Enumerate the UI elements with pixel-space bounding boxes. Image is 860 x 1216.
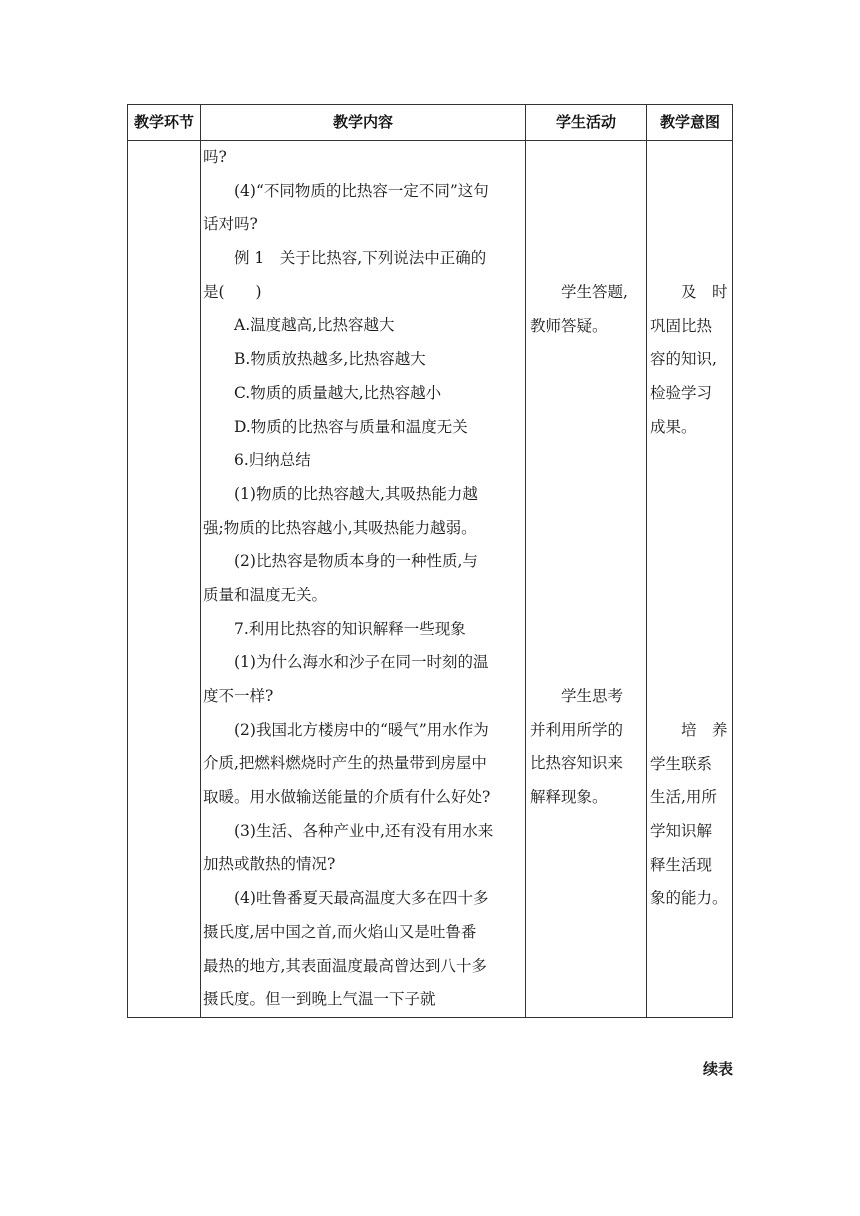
content-line: 最热的地方,其表面温度最高曾达到八十多 bbox=[203, 956, 487, 975]
lesson-plan-table bbox=[127, 104, 733, 1018]
content-line: 7.利用比热容的知识解释一些现象 bbox=[234, 619, 466, 638]
intent-line: 容的知识, bbox=[650, 350, 717, 369]
column-divider bbox=[200, 105, 201, 1017]
column-divider bbox=[525, 105, 526, 1017]
content-line: 质量和温度无关。 bbox=[203, 585, 328, 604]
content-line: (3)生活、各种产业中,还有没有用水来 bbox=[234, 821, 494, 840]
student-activity-cell bbox=[530, 276, 646, 343]
content-line: (2)我国北方楼房中的“暖气”用水作为 bbox=[234, 720, 489, 739]
activity-line: 并利用所学的 bbox=[530, 720, 624, 739]
intent-line: 释生活现 bbox=[650, 855, 713, 874]
content-line: (1)物质的比热容越大,其吸热能力越 bbox=[234, 484, 478, 503]
content-line: 6.归纳总结 bbox=[234, 451, 311, 470]
content-line: 介质,把燃料燃烧时产生的热量带到房屋中 bbox=[203, 754, 487, 773]
content-line: (4)吐鲁番夏天最高温度大多在四十多 bbox=[234, 889, 489, 908]
column-divider bbox=[646, 105, 647, 1017]
content-line: (4)“不同物质的比热容一定不同”这句 bbox=[234, 181, 489, 200]
content-line: D.物质的比热容与质量和温度无关 bbox=[234, 417, 468, 436]
content-line: 加热或散热的情况? bbox=[203, 855, 336, 874]
header-activity: 学生活动 bbox=[555, 113, 616, 131]
content-line: 吗? bbox=[203, 148, 227, 166]
activity-line: 学生思考 bbox=[561, 687, 624, 705]
intent-line: 学生联系 bbox=[650, 754, 713, 773]
content-line: (1)为什么海水和沙子在同一时刻的温 bbox=[234, 653, 489, 672]
content-line: (2)比热容是物质本身的一种性质,与 bbox=[234, 552, 478, 571]
intent-line: 检验学习 bbox=[650, 384, 713, 403]
activity-line: 解释现象。 bbox=[530, 788, 608, 807]
content-line: 度不一样? bbox=[203, 687, 274, 705]
header-intent: 教学意图 bbox=[659, 113, 720, 131]
content-line: C.物质的质量越大,比热容越小 bbox=[234, 383, 442, 402]
activity-line: 教师答疑。 bbox=[530, 316, 608, 335]
intent-line: 培 养 bbox=[681, 721, 728, 739]
student-activity-cell bbox=[530, 680, 646, 815]
content-line: 话对吗? bbox=[203, 215, 258, 234]
intent-line: 生活,用所 bbox=[650, 788, 717, 807]
intent-line: 巩固比热 bbox=[650, 316, 713, 335]
teaching-intent-cell bbox=[650, 714, 729, 916]
continued-label: 续表 bbox=[702, 1060, 733, 1078]
content-line: 摄氏度,居中国之首,而火焰山又是吐鲁番 bbox=[203, 922, 477, 941]
activity-line: 比热容知识来 bbox=[530, 754, 624, 773]
header-stage: 教学环节 bbox=[133, 113, 194, 131]
content-line: A.温度越高,比热容越大 bbox=[234, 316, 395, 335]
intent-line: 学知识解 bbox=[650, 822, 713, 841]
intent-line: 及 时 bbox=[681, 283, 728, 301]
content-line: B.物质放热越多,比热容越大 bbox=[234, 350, 426, 369]
content-line: 例 1 关于比热容,下列说法中正确的 bbox=[234, 249, 487, 268]
teaching-intent-cell bbox=[650, 276, 729, 444]
header-content: 教学内容 bbox=[332, 113, 393, 131]
content-line: 摄氏度。但一到晚上气温一下子就 bbox=[203, 990, 436, 1009]
content-line: 强;物质的比热容越小,其吸热能力越弱。 bbox=[203, 518, 477, 537]
intent-line: 象的能力。 bbox=[650, 889, 728, 908]
content-line: 是( ) bbox=[203, 282, 262, 301]
activity-line: 学生答题, bbox=[561, 283, 628, 301]
content-line: 取暖。用水做输送能量的介质有什么好处? bbox=[203, 788, 491, 807]
intent-line: 成果。 bbox=[650, 417, 697, 436]
teaching-content-cell bbox=[203, 141, 523, 1017]
